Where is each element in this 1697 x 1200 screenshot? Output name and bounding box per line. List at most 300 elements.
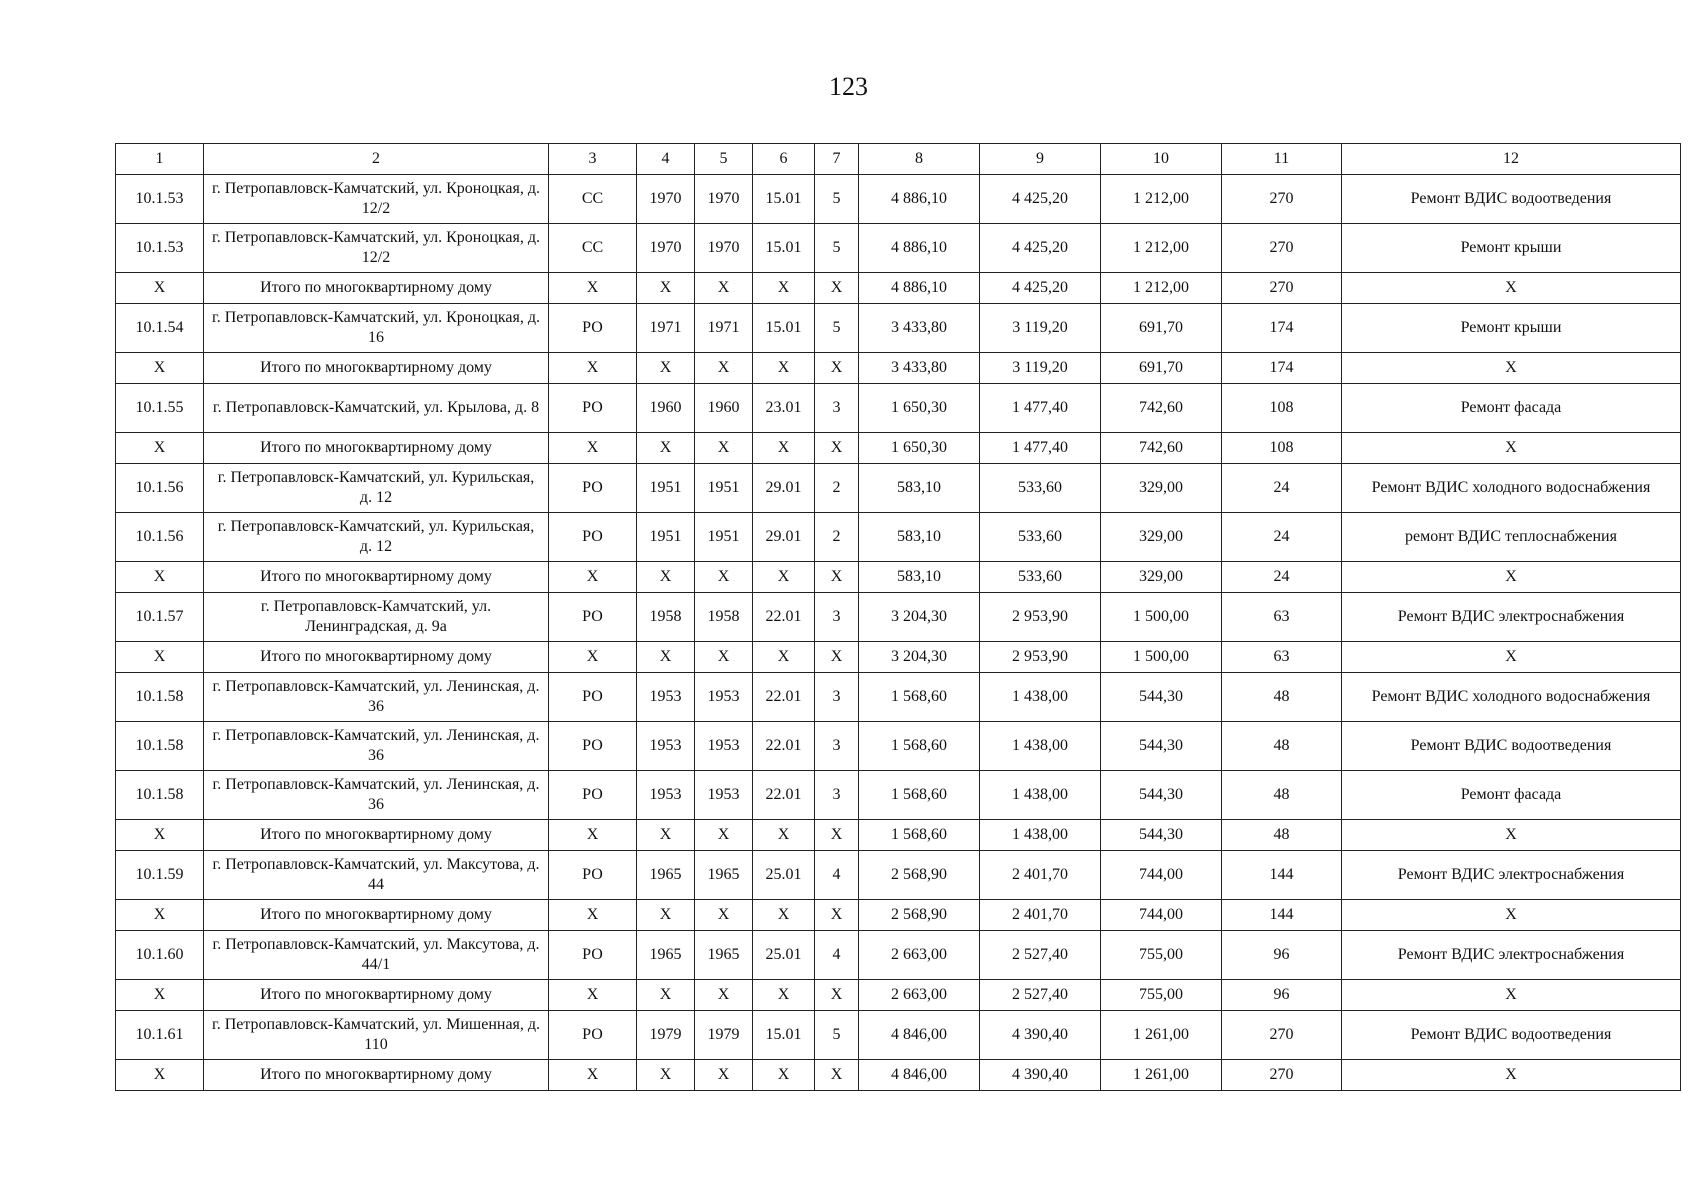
floors-cell: Х [815,900,859,931]
subtotal-row [116,273,1681,304]
year-commissioned-cell: 1965 [695,931,753,980]
climate-zone-cell: Х [753,820,815,851]
climate-zone-cell: 15.01 [753,175,815,224]
residents-cell: 24 [1222,513,1342,562]
total-area-cell: 3 433,80 [859,304,980,353]
row-number-cell: Х [116,562,204,593]
work-type-cell: Х [1342,980,1681,1011]
year-commissioned-cell: 1979 [695,1011,753,1060]
climate-zone-cell: 29.01 [753,513,815,562]
wall-material-cell: РО [549,673,637,722]
row-number-cell: Х [116,273,204,304]
wall-material-cell: РО [549,722,637,771]
total-area-cell: 3 204,30 [859,642,980,673]
year-built-cell: 1960 [637,384,695,433]
floors-cell: 3 [815,722,859,771]
address-cell: г. Петропавловск-Камчатский, ул. Курильская, д. 12 [204,513,549,562]
nonliving-area-cell: 544,30 [1101,673,1222,722]
residents-cell: 108 [1222,384,1342,433]
year-built-cell: 1970 [637,175,695,224]
table-row [116,384,1681,433]
table-row [116,931,1681,980]
subtotal-row [116,433,1681,464]
floors-cell: 2 [815,513,859,562]
nonliving-area-cell: 742,60 [1101,433,1222,464]
year-built-cell: 1951 [637,464,695,513]
work-type-cell: Х [1342,900,1681,931]
living-area-cell: 1 477,40 [980,384,1101,433]
total-area-cell: 4 846,00 [859,1060,980,1091]
nonliving-area-cell: 1 212,00 [1101,175,1222,224]
row-number-cell: 10.1.54 [116,304,204,353]
floors-cell: Х [815,980,859,1011]
wall-material-cell: Х [549,433,637,464]
residents-cell: 24 [1222,464,1342,513]
living-area-cell: 533,60 [980,513,1101,562]
climate-zone-cell: 25.01 [753,851,815,900]
capital-repair-table [115,143,1681,1091]
subtotal-row [116,820,1681,851]
floors-cell: Х [815,433,859,464]
total-area-cell: 4 886,10 [859,273,980,304]
wall-material-cell: СС [549,175,637,224]
table-row [116,304,1681,353]
living-area-cell: 533,60 [980,562,1101,593]
address-cell: Итого по многоквартирному дому [204,980,549,1011]
row-number-cell: Х [116,820,204,851]
residents-cell: 108 [1222,433,1342,464]
nonliving-area-cell: 1 500,00 [1101,642,1222,673]
work-type-cell: Ремонт фасада [1342,771,1681,820]
table-row [116,175,1681,224]
floors-cell: 4 [815,851,859,900]
column-header-1: 1 [116,144,204,175]
total-area-cell: 4 886,10 [859,224,980,273]
residents-cell: 144 [1222,851,1342,900]
year-built-cell: 1953 [637,771,695,820]
residents-cell: 63 [1222,642,1342,673]
subtotal-row [116,562,1681,593]
residents-cell: 63 [1222,593,1342,642]
living-area-cell: 3 119,20 [980,353,1101,384]
wall-material-cell: Х [549,1060,637,1091]
column-header-5: 5 [695,144,753,175]
column-header-11: 11 [1222,144,1342,175]
total-area-cell: 1 568,60 [859,722,980,771]
address-cell: Итого по многоквартирному дому [204,1060,549,1091]
wall-material-cell: РО [549,1011,637,1060]
year-commissioned-cell: 1953 [695,771,753,820]
address-cell: Итого по многоквартирному дому [204,353,549,384]
table-row [116,851,1681,900]
subtotal-row [116,353,1681,384]
row-number-cell: 10.1.57 [116,593,204,642]
total-area-cell: 3 433,80 [859,353,980,384]
floors-cell: 3 [815,384,859,433]
floors-cell: Х [815,273,859,304]
year-commissioned-cell: 1960 [695,384,753,433]
floors-cell: 2 [815,464,859,513]
residents-cell: 270 [1222,1060,1342,1091]
residents-cell: 48 [1222,771,1342,820]
row-number-cell: 10.1.56 [116,464,204,513]
year-built-cell: 1970 [637,224,695,273]
address-cell: Итого по многоквартирному дому [204,642,549,673]
wall-material-cell: РО [549,513,637,562]
table-row [116,464,1681,513]
year-commissioned-cell: 1970 [695,175,753,224]
work-type-cell: Ремонт ВДИС холодного водоснабжения [1342,464,1681,513]
climate-zone-cell: Х [753,900,815,931]
year-commissioned-cell: Х [695,433,753,464]
address-cell: Итого по многоквартирному дому [204,562,549,593]
nonliving-area-cell: 1 500,00 [1101,593,1222,642]
total-area-cell: 4 886,10 [859,175,980,224]
wall-material-cell: Х [549,642,637,673]
wall-material-cell: РО [549,931,637,980]
address-cell: г. Петропавловск-Камчатский, ул. Крылова, д. 8 [204,384,549,433]
total-area-cell: 583,10 [859,513,980,562]
living-area-cell: 2 953,90 [980,642,1101,673]
floors-cell: Х [815,353,859,384]
table-row [116,513,1681,562]
living-area-cell: 4 425,20 [980,175,1101,224]
work-type-cell: Ремонт фасада [1342,384,1681,433]
climate-zone-cell: Х [753,433,815,464]
residents-cell: 96 [1222,980,1342,1011]
living-area-cell: 2 401,70 [980,900,1101,931]
nonliving-area-cell: 1 261,00 [1101,1060,1222,1091]
year-commissioned-cell: 1951 [695,513,753,562]
total-area-cell: 2 568,90 [859,900,980,931]
page-number: 123 [829,72,868,101]
table-row [116,1011,1681,1060]
wall-material-cell: Х [549,980,637,1011]
year-commissioned-cell: Х [695,900,753,931]
floors-cell: Х [815,642,859,673]
table-row [116,673,1681,722]
floors-cell: Х [815,562,859,593]
row-number-cell: 10.1.58 [116,673,204,722]
residents-cell: 270 [1222,224,1342,273]
work-type-cell: Х [1342,642,1681,673]
year-built-cell: 1951 [637,513,695,562]
nonliving-area-cell: 544,30 [1101,820,1222,851]
address-cell: г. Петропавловск-Камчатский, ул. Мишенная, д. 110 [204,1011,549,1060]
year-commissioned-cell: Х [695,562,753,593]
table-row [116,771,1681,820]
nonliving-area-cell: 329,00 [1101,562,1222,593]
wall-material-cell: РО [549,304,637,353]
row-number-cell: Х [116,1060,204,1091]
year-built-cell: 1965 [637,851,695,900]
climate-zone-cell: Х [753,1060,815,1091]
total-area-cell: 583,10 [859,464,980,513]
address-cell: Итого по многоквартирному дому [204,273,549,304]
column-header-4: 4 [637,144,695,175]
total-area-cell: 1 650,30 [859,384,980,433]
address-cell: Итого по многоквартирному дому [204,433,549,464]
year-commissioned-cell: Х [695,1060,753,1091]
year-built-cell: 1979 [637,1011,695,1060]
year-built-cell: Х [637,642,695,673]
wall-material-cell: Х [549,900,637,931]
work-type-cell: ремонт ВДИС теплоснабжения [1342,513,1681,562]
living-area-cell: 1 438,00 [980,820,1101,851]
wall-material-cell: РО [549,384,637,433]
row-number-cell: 10.1.61 [116,1011,204,1060]
nonliving-area-cell: 691,70 [1101,304,1222,353]
total-area-cell: 583,10 [859,562,980,593]
climate-zone-cell: 15.01 [753,224,815,273]
residents-cell: 270 [1222,1011,1342,1060]
climate-zone-cell: Х [753,562,815,593]
nonliving-area-cell: 544,30 [1101,722,1222,771]
year-commissioned-cell: Х [695,642,753,673]
year-built-cell: 1953 [637,673,695,722]
work-type-cell: Ремонт ВДИС холодного водоснабжения [1342,673,1681,722]
row-number-cell: 10.1.60 [116,931,204,980]
address-cell: Итого по многоквартирному дому [204,820,549,851]
year-commissioned-cell: 1951 [695,464,753,513]
address-cell: г. Петропавловск-Камчатский, ул. Максутова, д. 44/1 [204,931,549,980]
year-commissioned-cell: 1965 [695,851,753,900]
row-number-cell: 10.1.53 [116,175,204,224]
table-row [116,593,1681,642]
column-header-2: 2 [204,144,549,175]
nonliving-area-cell: 1 212,00 [1101,224,1222,273]
nonliving-area-cell: 755,00 [1101,980,1222,1011]
column-header-10: 10 [1101,144,1222,175]
living-area-cell: 2 401,70 [980,851,1101,900]
wall-material-cell: Х [549,562,637,593]
work-type-cell: Х [1342,353,1681,384]
row-number-cell: Х [116,642,204,673]
nonliving-area-cell: 329,00 [1101,513,1222,562]
nonliving-area-cell: 1 212,00 [1101,273,1222,304]
subtotal-row [116,980,1681,1011]
work-type-cell: Х [1342,433,1681,464]
climate-zone-cell: 22.01 [753,771,815,820]
floors-cell: 3 [815,673,859,722]
work-type-cell: Ремонт ВДИС электроснабжения [1342,593,1681,642]
address-cell: г. Петропавловск-Камчатский, ул. Ленинградская, д. 9а [204,593,549,642]
row-number-cell: Х [116,900,204,931]
address-cell: г. Петропавловск-Камчатский, ул. Максутова, д. 44 [204,851,549,900]
work-type-cell: Х [1342,1060,1681,1091]
living-area-cell: 2 527,40 [980,980,1101,1011]
nonliving-area-cell: 691,70 [1101,353,1222,384]
row-number-cell: 10.1.53 [116,224,204,273]
work-type-cell: Ремонт ВДИС электроснабжения [1342,931,1681,980]
wall-material-cell: РО [549,771,637,820]
floors-cell: 4 [815,931,859,980]
address-cell: г. Петропавловск-Камчатский, ул. Кроноцкая, д. 12/2 [204,175,549,224]
living-area-cell: 1 438,00 [980,673,1101,722]
nonliving-area-cell: 744,00 [1101,851,1222,900]
living-area-cell: 4 390,40 [980,1060,1101,1091]
nonliving-area-cell: 544,30 [1101,771,1222,820]
year-built-cell: Х [637,353,695,384]
work-type-cell: Х [1342,820,1681,851]
total-area-cell: 2 568,90 [859,851,980,900]
year-built-cell: Х [637,562,695,593]
address-cell: г. Петропавловск-Камчатский, ул. Ленинская, д. 36 [204,771,549,820]
residents-cell: 48 [1222,722,1342,771]
living-area-cell: 2 527,40 [980,931,1101,980]
climate-zone-cell: 15.01 [753,304,815,353]
nonliving-area-cell: 1 261,00 [1101,1011,1222,1060]
nonliving-area-cell: 742,60 [1101,384,1222,433]
table-header [116,144,1681,175]
residents-cell: 48 [1222,820,1342,851]
total-area-cell: 1 650,30 [859,433,980,464]
floors-cell: 5 [815,224,859,273]
total-area-cell: 1 568,60 [859,771,980,820]
work-type-cell: Ремонт ВДИС водоотведения [1342,1011,1681,1060]
year-commissioned-cell: 1953 [695,673,753,722]
wall-material-cell: СС [549,224,637,273]
wall-material-cell: Х [549,353,637,384]
floors-cell: 5 [815,175,859,224]
work-type-cell: Ремонт ВДИС электроснабжения [1342,851,1681,900]
climate-zone-cell: Х [753,353,815,384]
work-type-cell: Х [1342,562,1681,593]
subtotal-row [116,900,1681,931]
living-area-cell: 4 425,20 [980,224,1101,273]
nonliving-area-cell: 755,00 [1101,931,1222,980]
year-commissioned-cell: 1971 [695,304,753,353]
residents-cell: 144 [1222,900,1342,931]
row-number-cell: 10.1.58 [116,771,204,820]
address-cell: г. Петропавловск-Камчатский, ул. Ленинская, д. 36 [204,673,549,722]
row-number-cell: 10.1.58 [116,722,204,771]
column-number-row [116,144,1681,175]
row-number-cell: Х [116,980,204,1011]
living-area-cell: 4 425,20 [980,273,1101,304]
column-header-12: 12 [1342,144,1681,175]
total-area-cell: 2 663,00 [859,980,980,1011]
table-row [116,224,1681,273]
column-header-3: 3 [549,144,637,175]
column-header-7: 7 [815,144,859,175]
climate-zone-cell: 22.01 [753,722,815,771]
address-cell: г. Петропавловск-Камчатский, ул. Кроноцкая, д. 12/2 [204,224,549,273]
year-commissioned-cell: 1953 [695,722,753,771]
living-area-cell: 533,60 [980,464,1101,513]
column-header-9: 9 [980,144,1101,175]
table-body [116,175,1681,1091]
floors-cell: Х [815,820,859,851]
floors-cell: 5 [815,1011,859,1060]
total-area-cell: 4 846,00 [859,1011,980,1060]
year-built-cell: Х [637,1060,695,1091]
year-built-cell: 1971 [637,304,695,353]
wall-material-cell: Х [549,273,637,304]
year-built-cell: Х [637,820,695,851]
work-type-cell: Х [1342,273,1681,304]
row-number-cell: 10.1.56 [116,513,204,562]
residents-cell: 48 [1222,673,1342,722]
year-built-cell: Х [637,433,695,464]
residents-cell: 174 [1222,304,1342,353]
living-area-cell: 1 438,00 [980,722,1101,771]
row-number-cell: Х [116,353,204,384]
total-area-cell: 1 568,60 [859,673,980,722]
year-commissioned-cell: 1958 [695,593,753,642]
total-area-cell: 3 204,30 [859,593,980,642]
column-header-8: 8 [859,144,980,175]
year-built-cell: Х [637,273,695,304]
floors-cell: 3 [815,771,859,820]
year-commissioned-cell: Х [695,353,753,384]
climate-zone-cell: 22.01 [753,673,815,722]
living-area-cell: 1 477,40 [980,433,1101,464]
living-area-cell: 3 119,20 [980,304,1101,353]
total-area-cell: 2 663,00 [859,931,980,980]
climate-zone-cell: Х [753,642,815,673]
work-type-cell: Ремонт ВДИС водоотведения [1342,722,1681,771]
subtotal-row [116,1060,1681,1091]
living-area-cell: 4 390,40 [980,1011,1101,1060]
work-type-cell: Ремонт крыши [1342,304,1681,353]
climate-zone-cell: 29.01 [753,464,815,513]
floors-cell: 5 [815,304,859,353]
year-commissioned-cell: Х [695,980,753,1011]
table-row [116,722,1681,771]
wall-material-cell: РО [549,593,637,642]
residents-cell: 24 [1222,562,1342,593]
row-number-cell: Х [116,433,204,464]
address-cell: г. Петропавловск-Камчатский, ул. Курильская, д. 12 [204,464,549,513]
floors-cell: Х [815,1060,859,1091]
subtotal-row [116,642,1681,673]
wall-material-cell: РО [549,464,637,513]
wall-material-cell: РО [549,851,637,900]
address-cell: г. Петропавловск-Камчатский, ул. Кроноцкая, д. 16 [204,304,549,353]
climate-zone-cell: 15.01 [753,1011,815,1060]
nonliving-area-cell: 329,00 [1101,464,1222,513]
row-number-cell: 10.1.55 [116,384,204,433]
year-commissioned-cell: Х [695,820,753,851]
living-area-cell: 1 438,00 [980,771,1101,820]
year-built-cell: 1958 [637,593,695,642]
residents-cell: 270 [1222,273,1342,304]
residents-cell: 96 [1222,931,1342,980]
year-built-cell: Х [637,980,695,1011]
residents-cell: 174 [1222,353,1342,384]
floors-cell: 3 [815,593,859,642]
work-type-cell: Ремонт крыши [1342,224,1681,273]
work-type-cell: Ремонт ВДИС водоотведения [1342,175,1681,224]
climate-zone-cell: Х [753,273,815,304]
total-area-cell: 1 568,60 [859,820,980,851]
year-built-cell: 1953 [637,722,695,771]
year-commissioned-cell: Х [695,273,753,304]
year-built-cell: Х [637,900,695,931]
climate-zone-cell: Х [753,980,815,1011]
climate-zone-cell: 22.01 [753,593,815,642]
nonliving-area-cell: 744,00 [1101,900,1222,931]
residents-cell: 270 [1222,175,1342,224]
address-cell: г. Петропавловск-Камчатский, ул. Ленинская, д. 36 [204,722,549,771]
climate-zone-cell: 25.01 [753,931,815,980]
year-built-cell: 1965 [637,931,695,980]
wall-material-cell: Х [549,820,637,851]
climate-zone-cell: 23.01 [753,384,815,433]
living-area-cell: 2 953,90 [980,593,1101,642]
column-header-6: 6 [753,144,815,175]
